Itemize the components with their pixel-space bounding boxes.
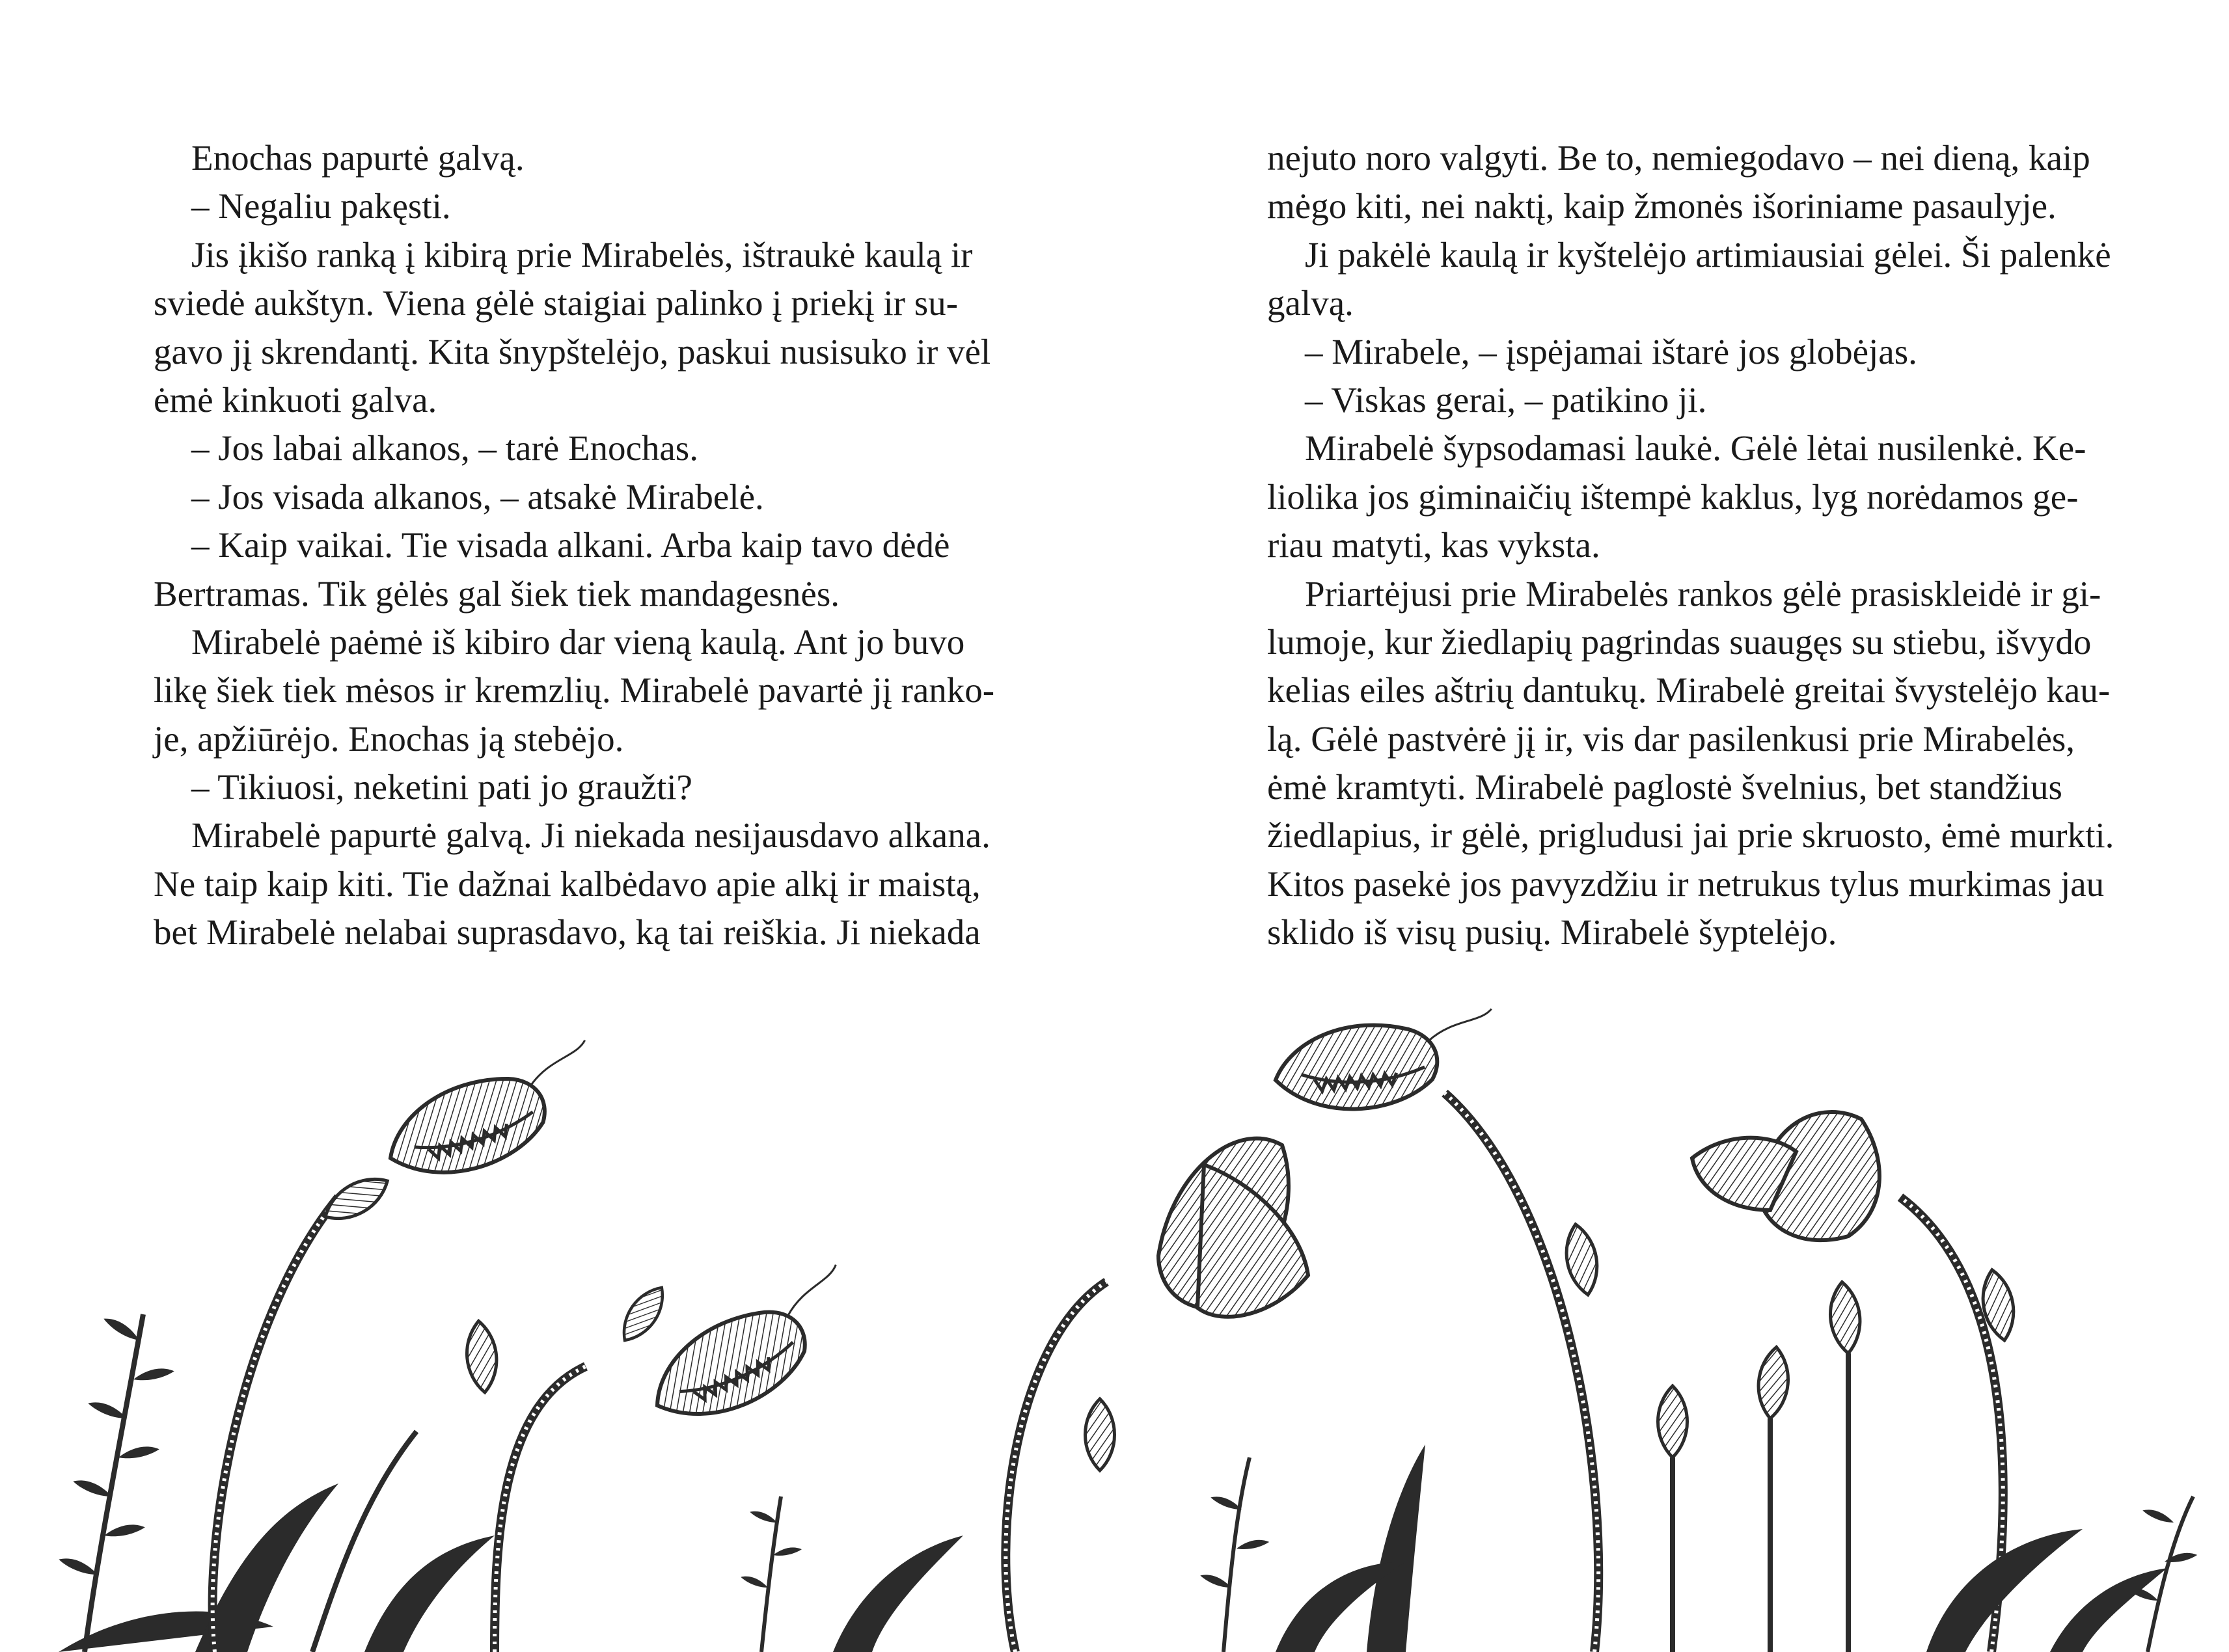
flower-center-1 <box>1005 1139 1308 1652</box>
text-line: Kitos pasekė jos pavyzdžiu ir netrukus tylus murkimas jau <box>1267 863 2105 904</box>
text-line: Jis įkišo ranką į kibirą prie Mirabelės, ištraukė kaulą ir <box>191 234 973 275</box>
text-line: Priartėjusi prie Mirabelės rankos gėlė prasiskleidė ir gi- <box>1305 573 2101 614</box>
text-line: bet Mirabelė nelabai suprasdavo, ką tai reiškia. Ji niekada <box>154 912 981 953</box>
text-line: – Tikiuosi, neketini pati jo graužti? <box>191 767 692 807</box>
text-line: – Viskas gerai, – patikino ji. <box>1305 379 1707 420</box>
text-line: lą. Gėlė pastvėrė jį ir, vis dar pasilenkusi prie Mirabelės, <box>1267 718 2075 759</box>
text-line: likę šiek tiek mėsos ir kremzlių. Mirabelė pavartė jį ranko- <box>154 670 995 711</box>
buds-right <box>1658 1280 1863 1652</box>
left-page-text <box>154 134 995 957</box>
fern-cluster-center <box>1200 1444 1425 1652</box>
text-line: mėgo kiti, nei naktį, kaip žmonės išoriniame pasaulyje. <box>1267 186 2057 226</box>
text-line: gavo jį skrendantį. Kita šnypštelėjo, paskui nusisuko ir vėl <box>154 331 991 372</box>
text-line: Enochas papurtė galvą. <box>191 138 525 178</box>
text-line: Bertramas. Tik gėlės gal šiek tiek mandagesnės. <box>154 573 840 614</box>
text-line: – Jos labai alkanos, – tarė Enochas. <box>191 428 698 468</box>
text-line: sviedė aukštyn. Viena gėlė staigiai palinko į priekį ir su- <box>154 283 958 323</box>
text-line: Mirabelė papurtė galvą. Ji niekada nesijausdavo alkana. <box>191 815 991 856</box>
text-line: galvą. <box>1267 283 1354 323</box>
flower-right-1 <box>1692 1112 2019 1652</box>
text-line: riau matyti, kas vyksta. <box>1267 525 1600 565</box>
fern-cluster-mid-left <box>741 1496 963 1652</box>
text-line: – Negaliu pakęsti. <box>191 186 451 226</box>
text-line: – Kaip vaikai. Tie visada alkani. Arba kaip tavo dėdė <box>191 525 950 565</box>
text-line: ėmė kramtyti. Mirabelė paglostė švelnius, bet standžius <box>1267 767 2062 807</box>
text-line: liolika jos giminaičių ištempė kaklus, lyg norėdamos ge- <box>1267 476 2079 517</box>
flower-center-2 <box>1271 1009 1602 1652</box>
carnivorous-flowers-illustration <box>0 1002 2229 1652</box>
text-line: Ji pakėlė kaulą ir kyštelėjo artimiausiai gėlei. Ši palenkė <box>1305 234 2111 275</box>
fern-cluster-left <box>59 1310 495 1652</box>
text-line: – Mirabele, – įspėjamai ištarė jos globėjas. <box>1305 331 1917 372</box>
text-line: Mirabelė šypsodamasi laukė. Gėlė lėtai nusilenkė. Ke- <box>1305 428 2086 468</box>
right-page-text <box>1267 134 2114 957</box>
flower-left-2 <box>464 1265 873 1652</box>
text-line: nejuto noro valgyti. Be to, nemiegodavo – nei dieną, kaip <box>1267 138 2090 178</box>
text-line: kelias eiles aštrių dantukų. Mirabelė greitai švystelėjo kau- <box>1267 670 2111 711</box>
text-line: Mirabelė paėmė iš kibiro dar vieną kaulą. Ant jo buvo <box>191 621 965 662</box>
text-line: sklido iš visų pusių. Mirabelė šyptelėjo. <box>1267 912 1837 953</box>
fern-cluster-right <box>1926 1496 2197 1652</box>
text-line: Ne taip kaip kiti. Tie dažnai kalbėdavo apie alkį ir maistą, <box>154 863 981 904</box>
text-line: je, apžiūrėjo. Enochas ją stebėjo. <box>154 718 624 759</box>
text-line: – Jos visada alkanos, – atsakė Mirabelė. <box>191 476 764 517</box>
text-line: ėmė kinkuoti galva. <box>154 379 437 420</box>
text-line: žiedlapius, ir gėlė, prigludusi jai prie skruosto, ėmė murkti. <box>1267 815 2114 856</box>
text-line: lumoje, kur žiedlapių pagrindas suaugęs su stiebu, išvydo <box>1267 621 2092 662</box>
